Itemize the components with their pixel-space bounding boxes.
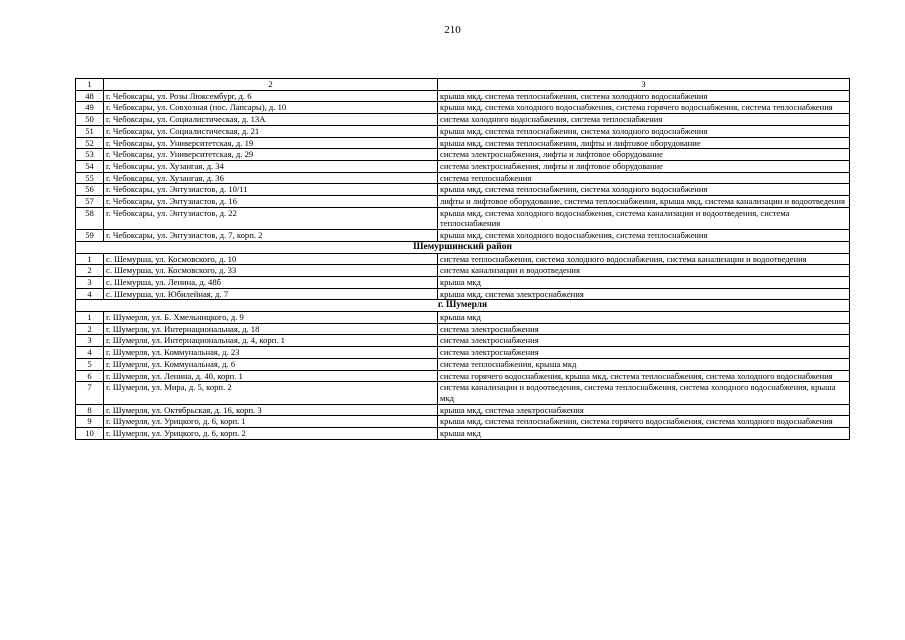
- row-works: система электроснабжения: [438, 323, 850, 335]
- row-works: система холодного водоснабжения, система теплоснабжения: [438, 114, 850, 126]
- row-address: г. Шумерля, ул. Б. Хмельницкого, д. 9: [104, 312, 438, 324]
- row-number: 7: [76, 382, 104, 404]
- table-row: [76, 137, 850, 149]
- row-number: 52: [76, 137, 104, 149]
- section-heading: г. Шумерля: [76, 300, 850, 312]
- row-works: крыша мкд, система холодного водоснабжения, система канализации и водоотведения, система теплоснабжения: [438, 207, 850, 229]
- row-works: крыша мкд, система теплоснабжения, лифты и лифтовое оборудование: [438, 137, 850, 149]
- table-row: [76, 230, 850, 242]
- table-row: [76, 347, 850, 359]
- table-row: [76, 114, 850, 126]
- row-number: 59: [76, 230, 104, 242]
- row-number: 55: [76, 172, 104, 184]
- row-address: г. Чебоксары, ул. Энтузиастов, д. 7, корп. 2: [104, 230, 438, 242]
- row-number: 6: [76, 370, 104, 382]
- section-heading-row: [76, 241, 850, 253]
- row-address: с. Шемурша, ул. Ленина, д. 48б: [104, 276, 438, 288]
- row-number: 2: [76, 265, 104, 277]
- row-address: г. Чебоксары, ул. Розы Люксембург, д. 6: [104, 90, 438, 102]
- row-address: с. Шемурша, ул. Космовского, д. 33: [104, 265, 438, 277]
- table-row: [76, 125, 850, 137]
- table-row: [76, 102, 850, 114]
- row-works: система электроснабжения, лифты и лифтовое оборудование: [438, 160, 850, 172]
- row-works: крыша мкд: [438, 312, 850, 324]
- table-row: [76, 428, 850, 440]
- row-number: 1: [76, 312, 104, 324]
- row-address: г. Шумерля, ул. Интернациональная, д. 4, корп. 1: [104, 335, 438, 347]
- table-row: [76, 90, 850, 102]
- row-number: 1: [76, 253, 104, 265]
- row-works: крыша мкд, система теплоснабжения, система холодного водоснабжения: [438, 125, 850, 137]
- row-address: с. Шемурша, ул. Космовского, д. 10: [104, 253, 438, 265]
- table-row: [76, 288, 850, 300]
- row-address: г. Шумерля, ул. Октябрьская, д. 16, корп. 3: [104, 404, 438, 416]
- row-address: г. Чебоксары, ул. Совхозная (пос. Лапсары), д. 10: [104, 102, 438, 114]
- row-address: г. Шумерля, ул. Коммунальная, д. 23: [104, 347, 438, 359]
- row-number: 54: [76, 160, 104, 172]
- table-row: [76, 265, 850, 277]
- row-number: 4: [76, 347, 104, 359]
- row-number: 51: [76, 125, 104, 137]
- row-number: 57: [76, 196, 104, 208]
- table-row: [76, 323, 850, 335]
- row-number: 49: [76, 102, 104, 114]
- row-address: г. Чебоксары, ул. Университетская, д. 29: [104, 149, 438, 161]
- column-number-2: 2: [104, 79, 438, 91]
- row-address: г. Шумерля, ул. Мира, д. 5, корп. 2: [104, 382, 438, 404]
- column-number-1: 1: [76, 79, 104, 91]
- row-works: крыша мкд, система теплоснабжения, система холодного водоснабжения: [438, 184, 850, 196]
- row-address: г. Чебоксары, ул. Энтузиастов, д. 10/11: [104, 184, 438, 196]
- row-address: г. Шумерля, ул. Ленина, д. 40, корп. 1: [104, 370, 438, 382]
- row-works: крыша мкд, система холодного водоснабжения, система горячего водоснабжения, система теплоснабжения: [438, 102, 850, 114]
- registry-table-body: [76, 79, 850, 440]
- table-row: [76, 253, 850, 265]
- column-number-3: 3: [438, 79, 850, 91]
- row-works: система теплоснабжения: [438, 172, 850, 184]
- row-number: 10: [76, 428, 104, 440]
- row-address: г. Чебоксары, ул. Социалистическая, д. 21: [104, 125, 438, 137]
- row-works: система электроснабжения: [438, 347, 850, 359]
- row-number: 3: [76, 276, 104, 288]
- table-row: [76, 335, 850, 347]
- row-works: система теплоснабжения, крыша мкд: [438, 358, 850, 370]
- table-row: [76, 404, 850, 416]
- row-number: 58: [76, 207, 104, 229]
- section-heading-row: [76, 300, 850, 312]
- row-number: 53: [76, 149, 104, 161]
- row-works: крыша мкд, система теплоснабжения, система горячего водоснабжения, система холодного водоснабжения: [438, 416, 850, 428]
- row-works: система электроснабжения: [438, 335, 850, 347]
- column-number-row: [76, 79, 850, 91]
- table-row: [76, 416, 850, 428]
- table-row: [76, 207, 850, 229]
- row-works: система горячего водоснабжения, крыша мкд, система теплоснабжения, система холодного водоснабжения: [438, 370, 850, 382]
- row-address: г. Шумерля, ул. Урицкого, д. 6, корп. 2: [104, 428, 438, 440]
- row-works: крыша мкд, система электроснабжения: [438, 288, 850, 300]
- table-row: [76, 358, 850, 370]
- row-number: 2: [76, 323, 104, 335]
- row-works: крыша мкд: [438, 276, 850, 288]
- row-number: 3: [76, 335, 104, 347]
- row-number: 56: [76, 184, 104, 196]
- row-address: г. Шумерля, ул. Коммунальная, д. 6: [104, 358, 438, 370]
- row-number: 9: [76, 416, 104, 428]
- row-works: система теплоснабжения, система холодного водоснабжения, система канализации и водоотведения: [438, 253, 850, 265]
- row-works: система электроснабжения, лифты и лифтовое оборудование: [438, 149, 850, 161]
- table-row: [76, 312, 850, 324]
- row-number: 4: [76, 288, 104, 300]
- row-number: 5: [76, 358, 104, 370]
- row-works: крыша мкд, система теплоснабжения, система холодного водоснабжения: [438, 90, 850, 102]
- row-address: г. Шумерля, ул. Урицкого, д. 6, корп. 1: [104, 416, 438, 428]
- row-address: г. Чебоксары, ул. Энтузиастов, д. 16: [104, 196, 438, 208]
- row-address: г. Чебоксары, ул. Социалистическая, д. 13А: [104, 114, 438, 126]
- row-works: система канализации и водоотведения, система теплоснабжения, система холодного водоснабжения, крыша мкд: [438, 382, 850, 404]
- row-address: с. Шемурша, ул. Юбилейная, д. 7: [104, 288, 438, 300]
- row-works: крыша мкд, система холодного водоснабжения, система теплоснабжения: [438, 230, 850, 242]
- section-heading: Шемуршинский район: [76, 241, 850, 253]
- table-row: [76, 160, 850, 172]
- table-row: [76, 382, 850, 404]
- table-row: [76, 184, 850, 196]
- row-number: 50: [76, 114, 104, 126]
- page-number: 210: [444, 24, 461, 36]
- row-number: 48: [76, 90, 104, 102]
- row-works: крыша мкд: [438, 428, 850, 440]
- table-row: [76, 149, 850, 161]
- table-row: [76, 172, 850, 184]
- row-address: г. Чебоксары, ул. Университетская, д. 19: [104, 137, 438, 149]
- registry-table: [75, 78, 850, 440]
- table-row: [76, 196, 850, 208]
- table-row: [76, 276, 850, 288]
- row-works: лифты и лифтовое оборудование, система теплоснабжения, крыша мкд, система канализации и водоотведения: [438, 196, 850, 208]
- table-row: [76, 370, 850, 382]
- row-address: г. Шумерля, ул. Интернациональная, д. 18: [104, 323, 438, 335]
- row-address: г. Чебоксары, ул. Хузангая, д. 34: [104, 160, 438, 172]
- row-address: г. Чебоксары, ул. Хузангая, д. 36: [104, 172, 438, 184]
- row-works: система канализации и водоотведения: [438, 265, 850, 277]
- row-works: крыша мкд, система электроснабжения: [438, 404, 850, 416]
- row-number: 8: [76, 404, 104, 416]
- row-address: г. Чебоксары, ул. Энтузиастов, д. 22: [104, 207, 438, 229]
